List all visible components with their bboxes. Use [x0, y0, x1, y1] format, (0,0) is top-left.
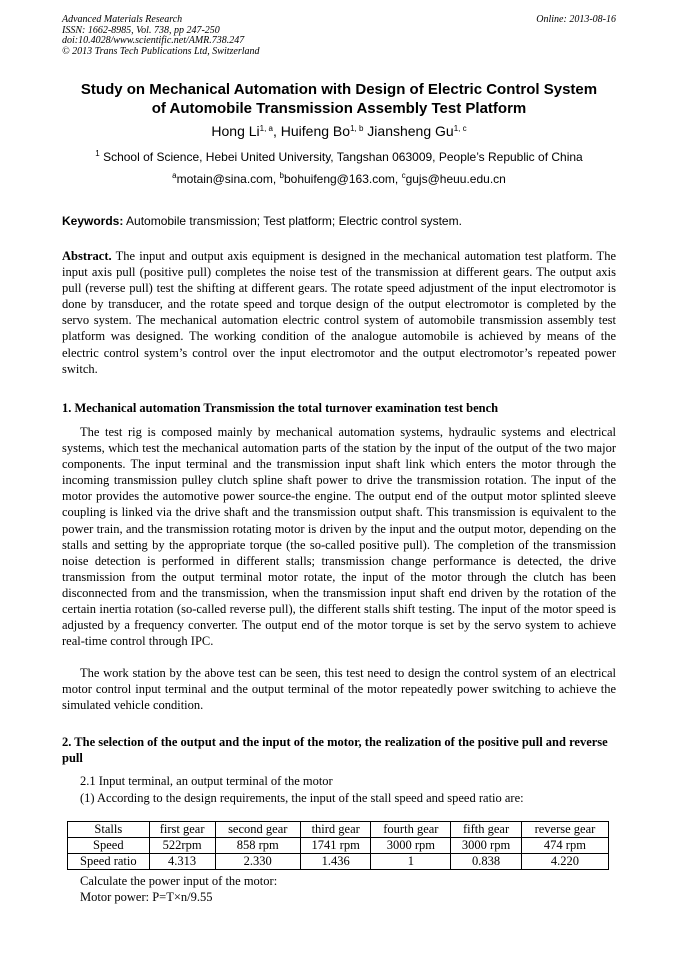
- affiliation-sup: 1: [95, 149, 100, 158]
- issn: ISSN: 1662-8985, Vol. 738, pp 247-250: [62, 24, 220, 36]
- author-sup: 1, c: [453, 124, 467, 133]
- email-link[interactable]: motain@sina.com,: [176, 172, 277, 186]
- copyright: © 2013 Trans Tech Publications Ltd, Switzerland: [62, 45, 260, 57]
- abstract-text: The input and output axis equipment is designed in the mechanical automation test platform. The input axis pull (positive pull) completes the noise test of the transmission at different gears. The output axis pull (reverse pull) test the shifting at different gears. The rotate speed adjustment of the input electromotor is done by transducer, and the rotate speed and torque design of the output electromotor is completed by the servo system. The mechanical automation electric control system of automobile transmission assembly test platform was designed. The working condition of the analogue automobile is achieved by means of the electric control system’s control over the input electromotor and the output electromotor’s repeated power switch.: [62, 249, 616, 376]
- table-cell: 3000 rpm: [451, 838, 522, 854]
- abstract-label: Abstract.: [62, 249, 112, 263]
- table-cell: 522rpm: [149, 838, 215, 854]
- table-header-cell: Stalls: [68, 822, 150, 838]
- gear-speed-table: [67, 821, 609, 870]
- table-header-cell: first gear: [149, 822, 215, 838]
- table-cell: 858 rpm: [215, 838, 300, 854]
- table-cell: 1741 rpm: [300, 838, 371, 854]
- author-name: Jiansheng Gu: [367, 123, 454, 139]
- table-header-row: [68, 822, 609, 838]
- author-name: Hong Li: [211, 123, 260, 139]
- section-1-paragraph-2: The work station by the above test can be seen, this test need to design the control system of an electrical motor control input terminal and the output terminal of the motor repeatedly power switching to achieve the simulated vehicle condition.: [62, 666, 616, 713]
- table-header-cell: reverse gear: [521, 822, 608, 838]
- table-cell: 1.436: [300, 854, 371, 870]
- affiliation: [0, 150, 678, 164]
- table-cell: 4.313: [149, 854, 215, 870]
- table-cell: 474 rpm: [521, 838, 608, 854]
- table-header-cell: third gear: [300, 822, 371, 838]
- motor-power-formula: Motor power: P=T×n/9.55: [80, 890, 213, 904]
- journal-header: [62, 15, 616, 57]
- email-sup: a: [172, 171, 177, 180]
- title-line-2: of Automobile Transmission Assembly Test Platform: [151, 100, 527, 117]
- subsection-2-1: 2.1 Input terminal, an output terminal of the motor: [80, 774, 333, 788]
- table-cell: 3000 rpm: [371, 838, 451, 854]
- email-list: [0, 172, 678, 186]
- table-cell: Speed: [68, 838, 150, 854]
- email-sup: c: [401, 171, 406, 180]
- author-list: Hong Li$^{1, a}$, Huifeng Bo$^{1, b}$ Jiansheng Gu$^{1, c}$: [211, 123, 467, 139]
- section-2-heading: 2. The selection of the output and the input of the motor, the realization of the positive pull and reverse pull: [62, 735, 608, 765]
- online-date: Online: 2013-08-16: [536, 14, 616, 25]
- table-cell: 4.220: [521, 854, 608, 870]
- email-link[interactable]: gujs@heuu.edu.cn: [405, 172, 506, 186]
- author-sup: 1, a: [259, 124, 273, 133]
- keywords: [62, 214, 616, 228]
- journal-name: Advanced Materials Research: [62, 14, 183, 25]
- keywords-text: Automobile transmission; Test platform; Electric control system.: [126, 214, 462, 228]
- table-row: [68, 854, 609, 870]
- email-sup: b: [279, 171, 284, 180]
- section-1-heading: 1. Mechanical automation Transmission the total turnover examination test bench: [62, 401, 499, 415]
- affiliation-text: School of Science, Hebei United University, Tangshan 063009, People’s Republic of China: [103, 150, 583, 164]
- table-cell: Speed ratio: [68, 854, 150, 870]
- email-link[interactable]: bohuifeng@163.com,: [283, 172, 399, 186]
- author-name: Huifeng Bo: [280, 123, 351, 139]
- table-cell: 2.330: [215, 854, 300, 870]
- paper-title: [40, 80, 638, 118]
- table-header-cell: fifth gear: [451, 822, 522, 838]
- table-cell: 0.838: [451, 854, 522, 870]
- author-sup: 1, b: [350, 124, 364, 133]
- design-requirement-item: (1) According to the design requirements, the input of the stall speed and speed ratio are:: [80, 791, 524, 805]
- abstract: [62, 248, 616, 377]
- table-row: [68, 838, 609, 854]
- table-header-cell: second gear: [215, 822, 300, 838]
- title-line-1: Study on Mechanical Automation with Design of Electric Control System: [80, 81, 598, 98]
- doi: doi:10.4028/www.scientific.net/AMR.738.247: [62, 35, 245, 46]
- section-1-paragraph-1: The test rig is composed mainly by mechanical automation systems, hydraulic systems and electrical systems, which test the mechanical automation parts of the station by the input of the output of the two major components. The input terminal and the transmission input shaft link which enters the motor through the incoming transmission pulley clutch spline shaft power to drive the transmission rotation. The input of the motor provides the automotive power source-the engine. The output end of the output motor splinted sleeve coupling is linked via the drive shaft and the transmission output shaft. This transmission is equivalent to the power train, and the transmission rotating motor is driven by the input and the output motor, depending on the stalls and setting by the appropriate torque (the so-called positive pull). The completion of the transmission noise detection is performed in different stalls; transmission change performance is detected, the drive transmission from the output terminal motor rotate, the input of the motor through the clutch has been disconnected from and the transmission, when the transmission input shaft end driven by the rotation of the certain inertia rotation (so-called reverse pull), the different stalls shift testing. The input of the motor speed is adjusted by a frequency converter. The output end of the motor torque is set by the servo system to achieve real-time control through IPC.: [62, 425, 616, 649]
- calc-power-text: Calculate the power input of the motor:: [80, 874, 278, 888]
- keywords-label: Keywords:: [62, 214, 124, 228]
- table-header-cell: fourth gear: [371, 822, 451, 838]
- table-cell: 1: [371, 854, 451, 870]
